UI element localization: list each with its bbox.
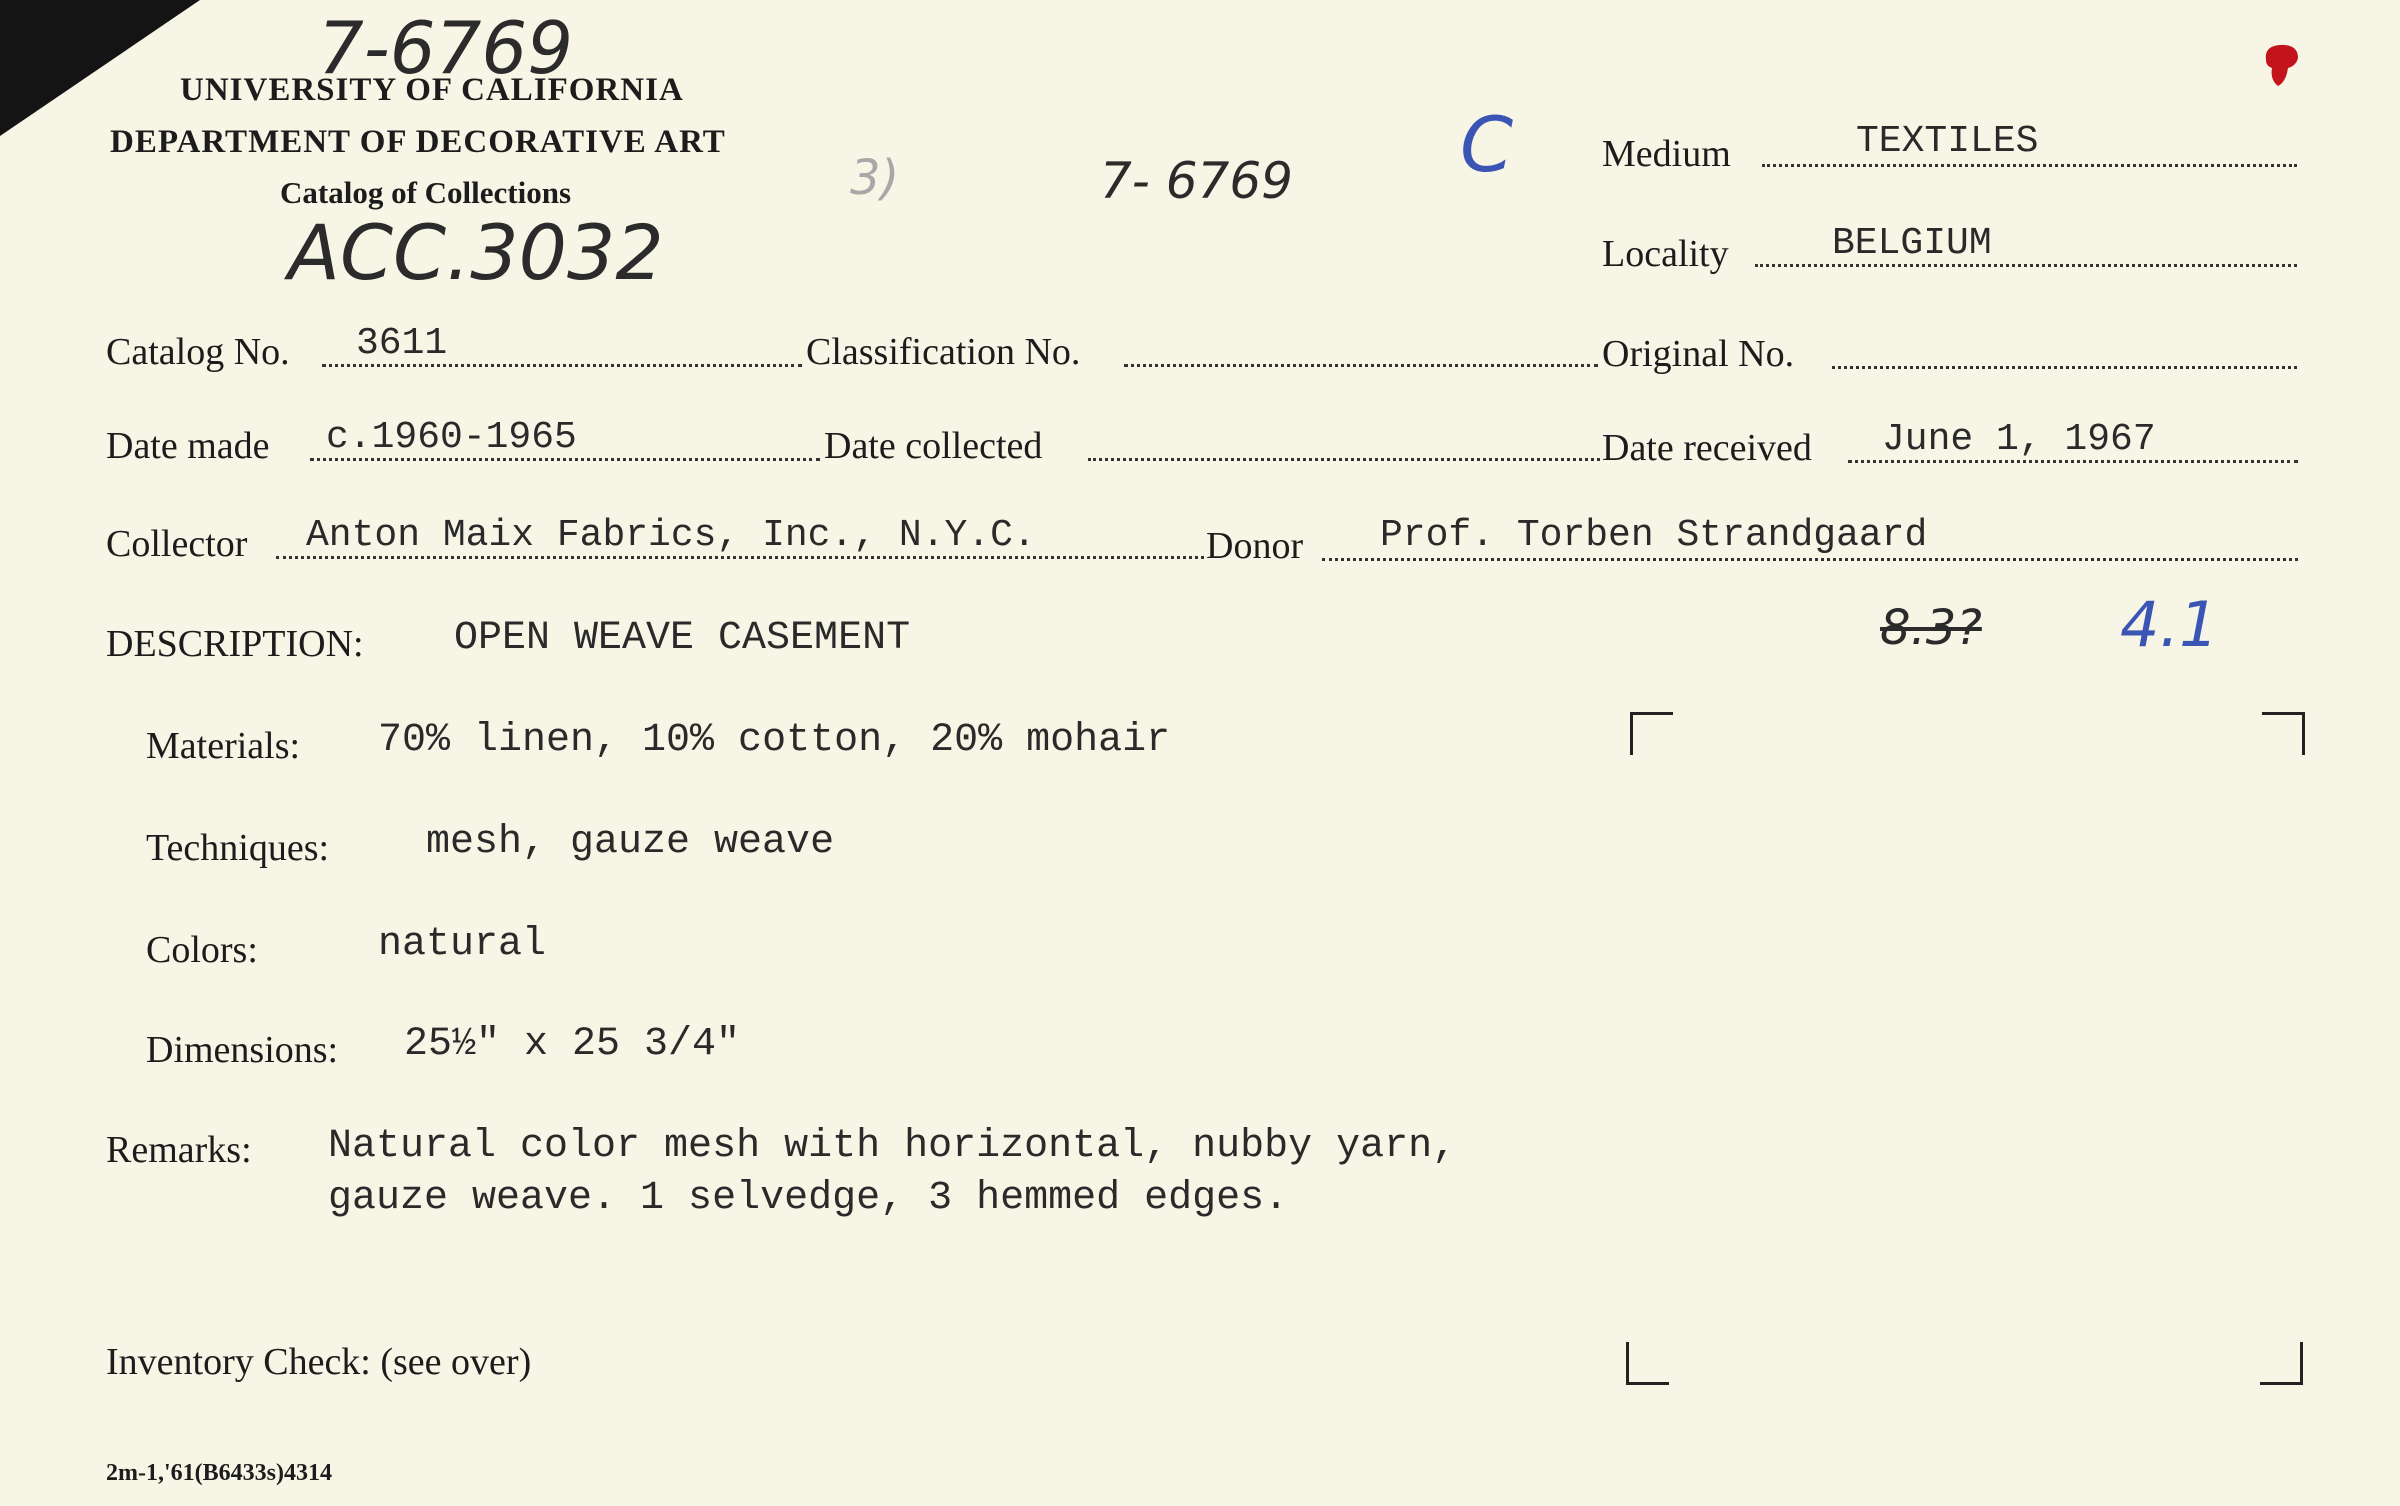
date-collected-label: Date collected (824, 425, 1043, 467)
frame-corner-bottom-left (1626, 1342, 1669, 1385)
colors-value: natural (378, 922, 547, 967)
medium-label: Medium (1602, 133, 1731, 175)
remarks-line-1: Natural color mesh with horizontal, nubby yarn, (328, 1124, 1457, 1169)
department-name: DEPARTMENT OF DECORATIVE ART (110, 124, 726, 160)
university-name: UNIVERSITY OF CALIFORNIA (180, 72, 684, 108)
medium-rule (1762, 164, 2297, 167)
dimensions-value: 25½" x 25 3/4" (404, 1022, 741, 1067)
date-made-label: Date made (106, 425, 270, 467)
date-received-value: June 1, 1967 (1882, 418, 2156, 461)
description-label: DESCRIPTION: (106, 623, 364, 665)
red-mark-icon (2258, 40, 2304, 90)
description-value: OPEN WEAVE CASEMENT (454, 616, 911, 661)
remarks-label: Remarks: (106, 1129, 252, 1171)
collector-value: Anton Maix Fabrics, Inc., N.Y.C. (306, 514, 1036, 557)
classification-no-rule (1124, 364, 1598, 367)
catalog-no-value: 3611 (356, 322, 448, 365)
classification-no-label: Classification No. (806, 331, 1081, 373)
techniques-value: mesh, gauze weave (426, 820, 835, 865)
colors-label: Colors: (146, 929, 258, 971)
donor-label: Donor (1206, 525, 1304, 567)
handwritten-mid-number: 7- 6769 (1100, 152, 1293, 210)
medium-value: TEXTILES (1856, 120, 2039, 163)
remarks-line-2: gauze weave. 1 selvedge, 3 hemmed edges. (328, 1176, 1289, 1221)
catalog-no-label: Catalog No. (106, 331, 290, 373)
locality-value: BELGIUM (1832, 222, 1992, 265)
frame-corner-top-left (1630, 712, 1673, 755)
techniques-label: Techniques: (146, 827, 330, 869)
collector-label: Collector (106, 523, 248, 565)
blue-letter-mark: C (1460, 100, 1514, 189)
materials-value: 70% linen, 10% cotton, 20% mohair (378, 718, 1171, 763)
materials-label: Materials: (146, 725, 301, 767)
original-no-label: Original No. (1602, 333, 1795, 375)
inventory-check-label: Inventory Check: (see over) (106, 1341, 532, 1383)
catalog-title: Catalog of Collections (280, 175, 572, 210)
frame-corner-bottom-right (2260, 1342, 2303, 1385)
donor-rule (1322, 558, 2298, 561)
blue-number: 4.1 (2120, 588, 2219, 661)
date-made-value: c.1960-1965 (326, 416, 577, 459)
donor-value: Prof. Torben Strandgaard (1380, 514, 1928, 557)
handwritten-accession: ACC.3032 (288, 208, 664, 297)
locality-label: Locality (1602, 233, 1729, 275)
original-no-rule (1832, 366, 2297, 369)
card-corner-cut (0, 0, 200, 136)
struck-number: 8.3? (1880, 600, 1982, 656)
dimensions-label: Dimensions: (146, 1029, 339, 1071)
print-code: 2m-1,'61(B6433s)4314 (106, 1460, 332, 1486)
pencil-mark: 3) (850, 150, 900, 206)
date-received-label: Date received (1602, 427, 1812, 469)
frame-corner-top-right (2262, 712, 2305, 755)
date-collected-rule (1088, 458, 1600, 461)
handwritten-top-number: 7-6769 (318, 6, 574, 90)
